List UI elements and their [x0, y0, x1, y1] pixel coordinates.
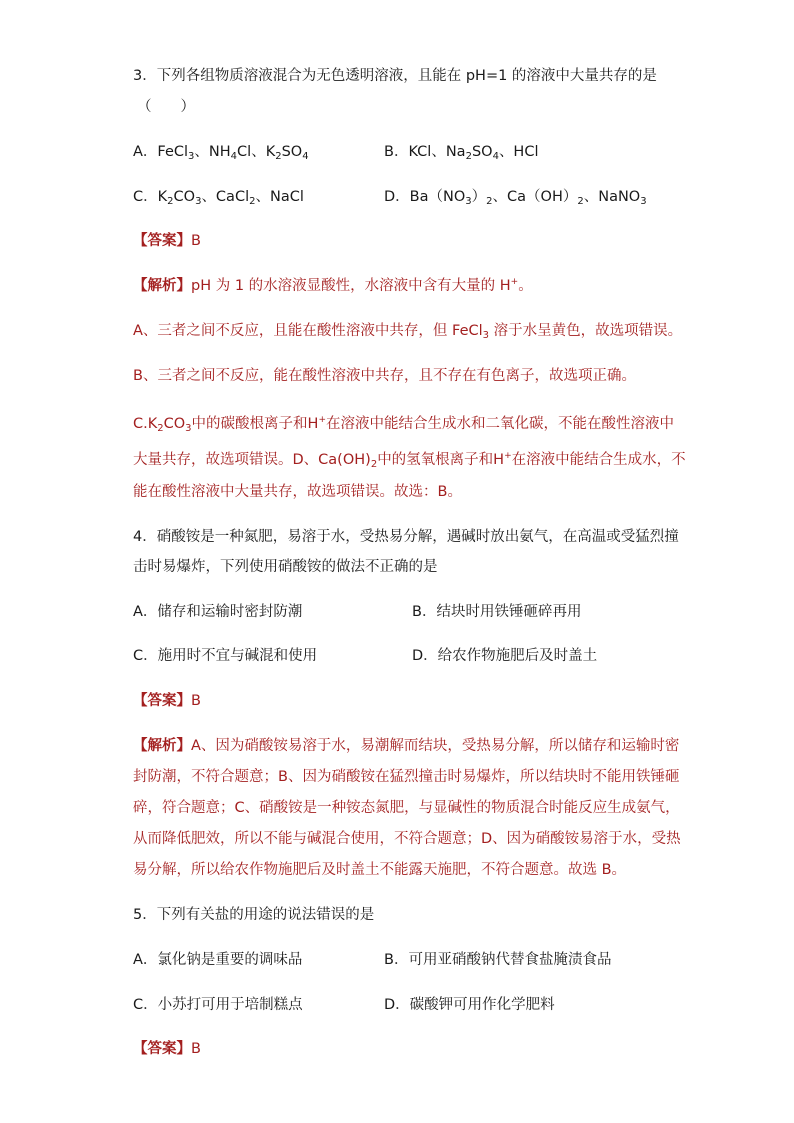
q5-option-c: C．小苏打可用于培制糕点 [133, 997, 303, 1013]
q4-option-c: C．施用时不宜与碱混和使用 [133, 648, 318, 664]
q4-analysis-line-5: 易分解，所以给农作物施肥后及时盖土不能露天施肥，不符合题意。故选 B。 [133, 862, 627, 878]
q3-answer: 【答案】B [133, 233, 201, 249]
q4-option-b: B．结块时用铁锤砸碎再用 [412, 604, 582, 620]
q3-stem: 3．下列各组物质溶液混合为无色透明溶液，且能在 pH=1 的溶液中大量共存的是 [133, 68, 657, 84]
q3-analysis-line-1: 【解析】pH 为 1 的水溶液显酸性，水溶液中含有大量的 H+。 [133, 277, 533, 294]
q4-analysis-line-4: 从而降低肥效，所以不能与碱混合使用，不符合题意；D、因为硝酸铵易溶于水，受热 [133, 831, 681, 847]
q5-option-d: D．碳酸钾可用作化学肥料 [384, 997, 555, 1013]
q3-analysis-line-5: 大量共存，故选项错误。D、$Ca(OH)_2$中的氢氧根离子和H+在溶液中能结合生成水，不 [133, 451, 686, 470]
q3-analysis-line-6: 能在酸性溶液中大量共存，故选项错误。故选：B。 [133, 484, 462, 500]
q4-stem-line-1: 4．硝酸铵是一种氮肥，易溶于水，受热易分解，遇碱时放出氨气，在高温或受猛烈撞 [133, 529, 679, 545]
q3-option-a: A．FeCl$_3$、$NH_4Cl$、$K_2SO_4$ [133, 144, 309, 162]
q3-analysis-line-4: $C.K_2CO_3$中的碳酸根离子和H+在溶液中能结合生成水和二氧化碳，不能在酸性溶液中 [133, 415, 674, 434]
q5-option-a: A．氯化钠是重要的调味品 [133, 952, 303, 968]
q5-answer: 【答案】B [133, 1041, 201, 1057]
q3-option-b: B．KCl、$Na_2SO_4$、HCl [384, 144, 539, 162]
q5-option-b: B．可用亚硝酸钠代替食盐腌渍食品 [384, 952, 612, 968]
q4-stem-line-2: 击时易爆炸，下列使用硝酸铵的做法不正确的是 [133, 559, 438, 575]
q4-answer: 【答案】B [133, 693, 201, 709]
q4-analysis-line-1: 【解析】A、因为硝酸铵易溶于水，易潮解而结块，受热易分解，所以储存和运输时密 [133, 738, 680, 754]
q4-option-a: A．储存和运输时密封防潮 [133, 604, 303, 620]
q3-analysis-line-3: B、三者之间不反应，能在酸性溶液中共存，且不存在有色离子，故选项正确。 [133, 368, 636, 384]
q3-answer-blank: （ ） [137, 99, 195, 115]
q4-option-d: D．给农作物施肥后及时盖土 [412, 648, 598, 664]
q3-analysis-line-2: A、三者之间不反应，且能在酸性溶液中共存，但 FeCl$_3$ 溶于水呈黄色，故选项错误。 [133, 323, 683, 341]
q4-analysis-line-3: 碎，符合题意；C、硝酸铵是一种铵态氮肥，与显碱性的物质混合时能反应生成氨气， [133, 800, 680, 816]
q5-stem: 5．下列有关盐的用途的说法错误的是 [133, 907, 375, 923]
q3-option-d: D．$Ba(NO_3)_2$、$Ca(OH)_2$、NaNO$_3$ [384, 189, 647, 207]
q4-analysis-line-2: 封防潮，不符合题意；B、因为硝酸铵在猛烈撞击时易爆炸，所以结块时不能用铁锤砸 [133, 769, 680, 785]
q3-option-c: C．$K_2CO_3$、CaCl$_2$、NaCl [133, 189, 304, 207]
